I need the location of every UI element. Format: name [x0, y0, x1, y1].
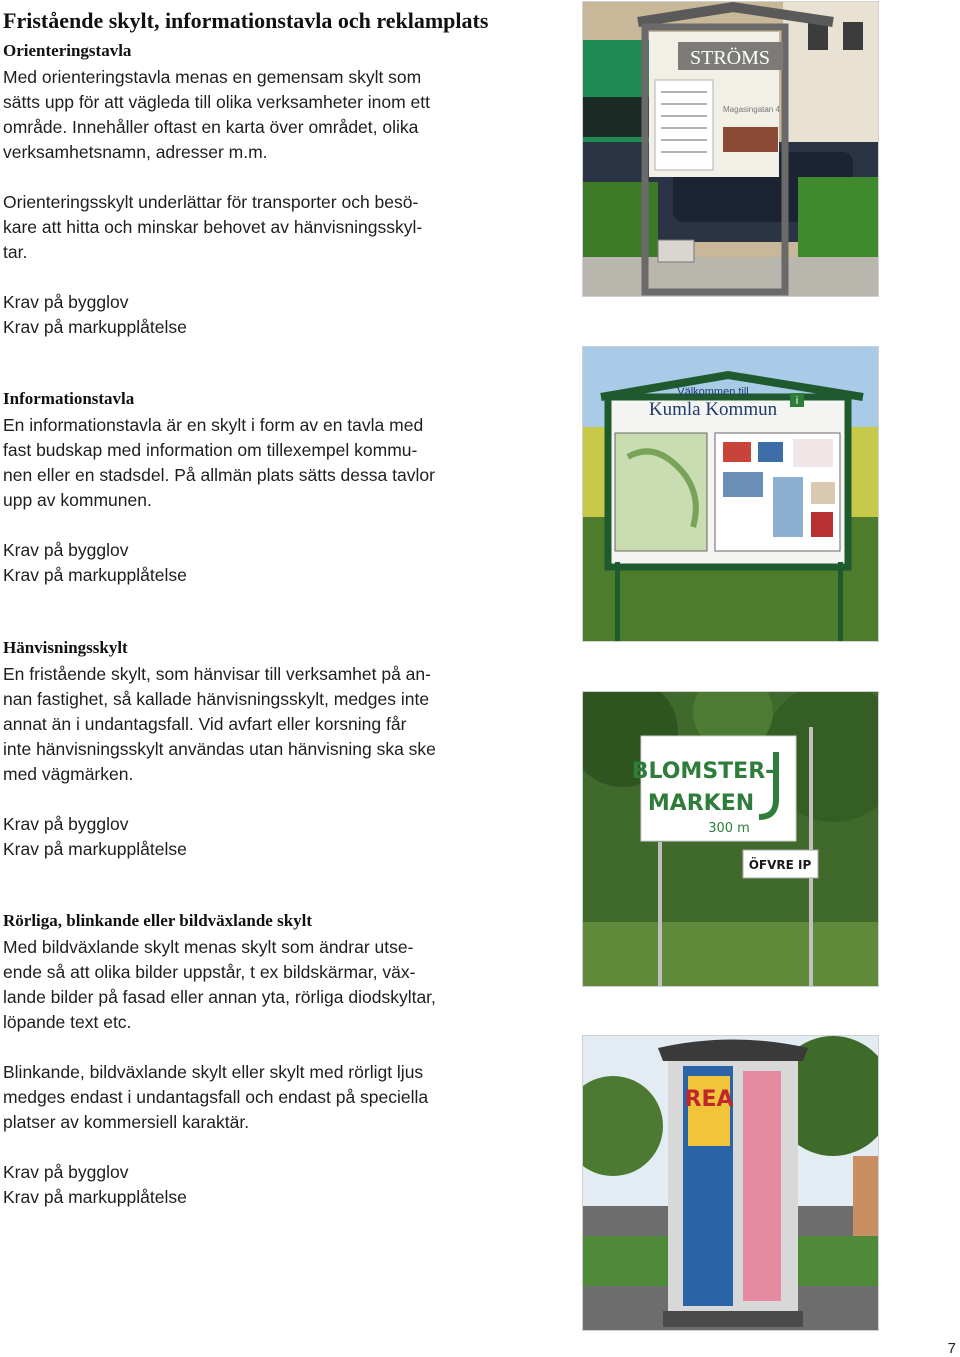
requirement-markupplatelse: Krav på markupplåtelse: [3, 839, 187, 859]
requirement-bygglov: Krav på bygglov: [3, 814, 129, 834]
requirement-bygglov: Krav på bygglov: [3, 540, 129, 560]
kumla-welcome: Välkommen till: [677, 386, 749, 398]
section-hanvisningsskylt: [3, 637, 473, 862]
page-title: Fristående skylt, informationstavla och reklamplats: [3, 8, 489, 33]
page-number: 7: [947, 1340, 956, 1357]
paragraph: En fristående skylt, som hänvisar till verksamhet på an- nan fastighet, så kallade hänvisningsskylt, medges inte annat än i undantagsfall. Vid avfart eller korsning får inte hänvisningsskylt användas utan hänvisning ska ske med vägmärken.: [3, 664, 436, 784]
section-heading: Orienteringstavla: [3, 41, 132, 60]
requirement-markupplatelse: Krav på markupplåtelse: [3, 1187, 187, 1207]
section-heading: Rörliga, blinkande eller bildväxlande skylt: [3, 911, 313, 930]
paragraph: En informationstavla är en skylt i form av en tavla med fast budskap med information om tillexempel kommu- nen eller en stadsdel. På allmän plats sätts dessa tavlor upp av kommunen.: [3, 415, 435, 510]
stroms-address: Magasingatan 4: [723, 105, 780, 114]
blomster-distance: 300 m: [708, 821, 750, 836]
ofvre-ip-plate: ÖFVRE IP: [748, 858, 812, 872]
kumla-name: Kumla Kommun: [648, 399, 778, 420]
blomster-line1: BLOMSTER-: [631, 759, 775, 784]
photo-orienteringstavla: [583, 2, 878, 296]
column-poster-text: REA: [684, 1087, 734, 1112]
requirement-markupplatelse: Krav på markupplåtelse: [3, 317, 187, 337]
photo-informationstavla: [583, 347, 878, 641]
section-orienteringstavla: [3, 40, 473, 340]
section-heading: Informationstavla: [3, 389, 135, 408]
svg-text:i: i: [795, 395, 799, 407]
section-rorliga-skyltar: [3, 910, 473, 1210]
photo-reklampelare: [583, 1036, 878, 1330]
photo-hanvisningsskylt: [583, 692, 878, 986]
paragraph: Blinkande, bildväxlande skylt eller skylt med rörligt ljus medges endast i undantagsfall och endast på speciella platser av kommersiell karaktär.: [3, 1062, 429, 1132]
requirement-bygglov: Krav på bygglov: [3, 292, 129, 312]
section-informationstavla: [3, 388, 473, 588]
paragraph: Orienteringsskylt underlättar för transporter och besö- kare att hitta och minskar behovet av hänvisningsskyl- tar.: [3, 192, 423, 262]
paragraph: Med orienteringstavla menas en gemensam skylt som sätts upp för att vägleda till olika verksamheter inom ett område. Innehåller oftast en karta över området, olika verksamhetsnamn, adresser m.m.: [3, 67, 431, 162]
paragraph: Med bildväxlande skylt menas skylt som ändrar utse- ende så att olika bilder uppstår, t ex bildskärmar, väx- lande bilder på fasad eller annan yta, rörliga diodskyltar, löpande text etc.: [3, 937, 436, 1032]
section-heading: Hänvisningsskylt: [3, 638, 128, 657]
blomster-line2: MARKEN: [647, 791, 755, 816]
stroms-sign-text: STRÖMS: [689, 47, 771, 69]
requirement-bygglov: Krav på bygglov: [3, 1162, 129, 1182]
requirement-markupplatelse: Krav på markupplåtelse: [3, 565, 187, 585]
